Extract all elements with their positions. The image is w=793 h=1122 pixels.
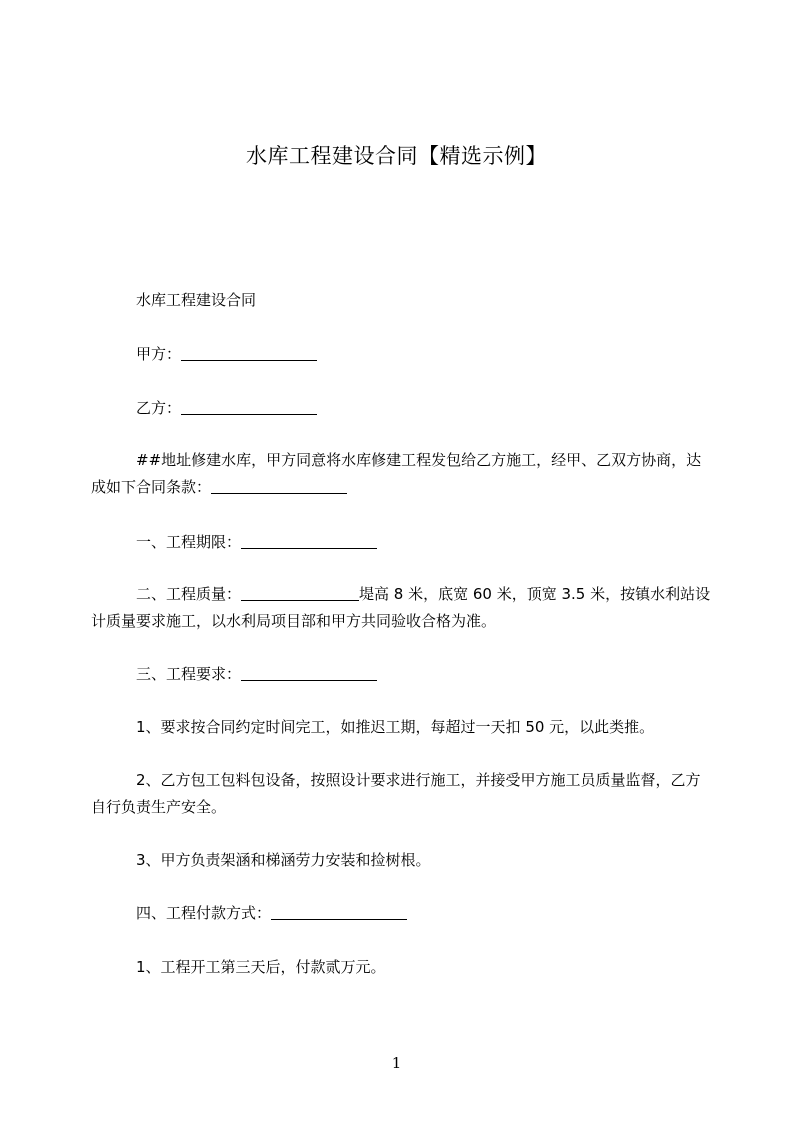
party-a-blank [181, 345, 317, 361]
payment-1 [91, 954, 711, 981]
item-2-text: 2、乙方包工包料包设备，按照设计要求进行施工，并接受甲方施工员质量监督，乙方自行负责生产安全。 [91, 771, 701, 816]
party-b-label: 乙方： [136, 399, 182, 417]
item-1 [91, 714, 711, 741]
section-3 [91, 661, 711, 688]
section-2-label: 二、工程质量： [136, 585, 242, 603]
section-3-label: 三、工程要求： [136, 665, 242, 683]
section-4 [91, 900, 711, 927]
intro-paragraph [91, 447, 711, 501]
section-1 [91, 529, 711, 556]
section-1-blank [241, 533, 377, 549]
item-3-text: 3、甲方负责架涵和梯涵劳力安装和捡树根。 [136, 851, 431, 869]
section-3-blank [241, 665, 377, 681]
item-2 [91, 767, 711, 821]
payment-1-text: 1、工程开工第三天后，付款贰万元。 [136, 958, 386, 976]
document-title: 水库工程建设合同【精选示例】 [246, 144, 547, 168]
party-b-blank [181, 399, 317, 415]
intro-text: ##地址修建水库，甲方同意将水库修建工程发包给乙方施工，经甲、乙双方协商，达成如下合同条款： [91, 451, 702, 496]
contract-heading-text: 水库工程建设合同 [136, 291, 257, 309]
party-b-line [91, 395, 711, 422]
party-a-label: 甲方： [136, 345, 182, 363]
section-4-blank [271, 904, 407, 920]
contract-heading [91, 287, 711, 314]
section-2-text: 堤高 8 米，底宽 60 米，顶宽 3.5 米，按镇水利站设计质量要求施工，以水利局项目部和甲方共同验收合格为准。 [91, 585, 711, 630]
intro-blank [211, 478, 347, 494]
party-a-line [91, 341, 711, 368]
item-3 [91, 847, 711, 874]
section-2 [91, 581, 711, 635]
section-1-label: 一、工程期限： [136, 533, 242, 551]
section-4-label: 四、工程付款方式： [136, 904, 272, 922]
page-number: 1 [391, 1054, 402, 1072]
item-1-text: 1、要求按合同约定时间完工，如推迟工期，每超过一天扣 50 元，以此类推。 [136, 718, 655, 736]
section-2-blank [241, 585, 359, 601]
